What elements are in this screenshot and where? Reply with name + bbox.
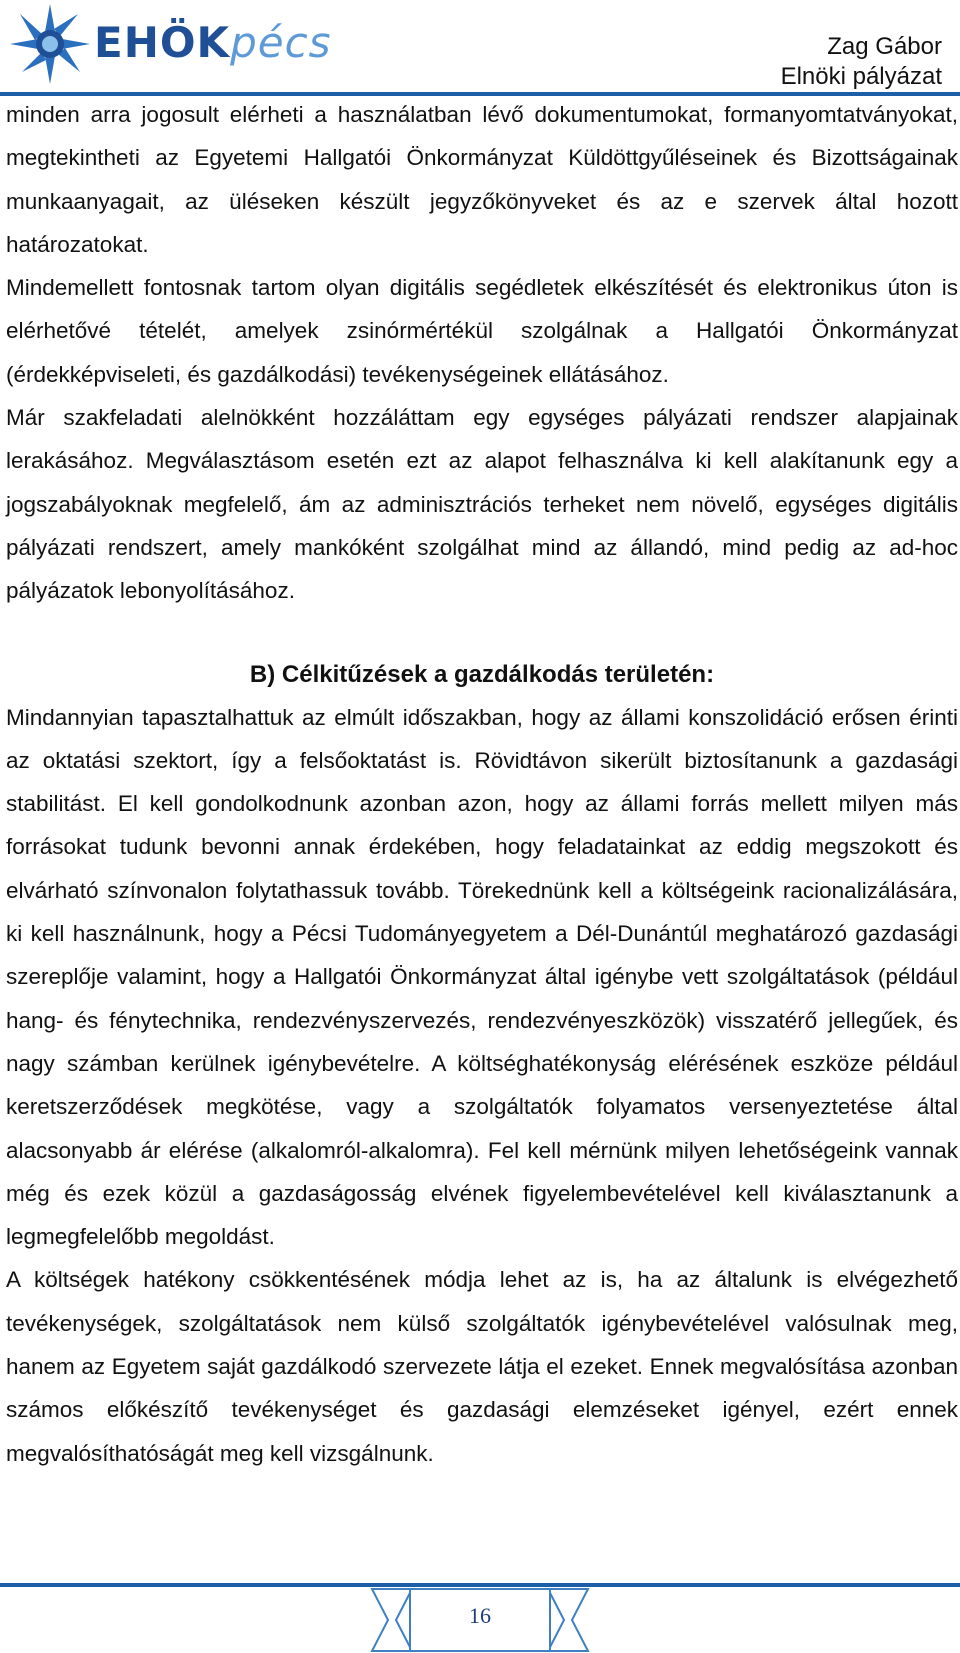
spacer [6, 613, 958, 653]
document-title: Elnöki pályázat [780, 63, 942, 90]
logo-text-ehok: EHÖK [94, 18, 231, 67]
paragraph-3: Már szakfeladati alelnökként hozzáláttam egy egységes pályázati rendszer alapjainak lerakásához. Megválasztásom esetén ezt az alapot felhasználva ki kell alakítanunk egy a jogszabályoknak megfelelő, ám az adminisztrációs terheket nem növelő, egységes digitális pályázati rendszert, amely mankóként szolgálhat mind az állandó, mind pedig az ad-hoc pályázatok lebonyolításához. [6, 405, 958, 604]
page-number: 16 [469, 1603, 491, 1628]
paragraph-5: A költségek hatékony csökkentésének módja lehet az is, ha az általunk is elvégezhető tevékenységek, szolgáltatások nem külső szolgáltatók igénybevételével valósulnak meg, hanem az Egyetem saját gazdálkodó szervezete látja el ezeket. Ennek megvalósítása azonban számos előkészítő tevékenységet és gazdasági elemzéseket igényel, ezért ennek megvalósíthatóságát meg kell vizsgálnunk. [6, 1267, 958, 1466]
paragraph-2: Mindemellett fontosnak tartom olyan digitális segédletek elkészítését és elektronikus úton is elérhetővé tételét, amelyek zsinórmértékül szolgálnak a Hallgatói Önkormányzat (érdekképviseleti, és gazdálkodási) tevékenységeinek ellátásához. [6, 275, 958, 387]
page-header [0, 0, 960, 96]
page-content [6, 93, 958, 1475]
logo-text [94, 18, 332, 67]
paragraph-4: Mindannyian tapasztalhattuk az elmúlt időszakban, hogy az állami konszolidáció erősen érinti az oktatási szektort, így a felsőoktatást is. Rövidtávon sikerült biztosítanunk a gazdasági stabilitást. El kell gondolkodnunk azonban azon, hogy az állami forrás mellett milyen más forrásokat tudunk bevonni annak érdekében, hogy feladatainkat az eddig megszokott és elvárható színvonalon folytathassuk tovább. Törekednünk kell a költségeink racionalizálására, ki kell használnunk, hogy a Pécsi Tudományegyetem a Dél-Dunántúl meghatározó gazdasági szereplője valamint, hogy a Hallgatói Önkormányzat által igénybe vett szolgáltatások (például hang- és fénytechnika, rendezvényszervezés, rendezvényeszközök) visszatérő jellegűek, és nagy számban kerülnek igénybevételre. A költséghatékonyság elérésének eszköze például keretszerződések megkötése, vagy a szolgáltatók folyamatos versenyeztetése által alacsonyabb ár elérése (alkalomról-alkalomra). Fel kell mérnünk milyen lehetőségeink vannak még és ezek közül a gazdaságosság elvének figyelembevételével kell kiválasztanunk a legmegfelelőbb megoldást. [6, 704, 958, 1250]
paragraph-1: minden arra jogosult elérheti a használatban lévő dokumentumokat, formanyomtatványokat, megtekintheti az Egyetemi Hallgatói Önkormányzat Küldöttgyűléseinek és Bizottságainak munkaanyagait, az üléseken készült jegyzőkönyveket és az e szervek által hozott határozatokat. [6, 102, 958, 257]
page-number-box [370, 1587, 590, 1653]
section-heading: B) Célkitűzések a gazdálkodás területén: [249, 660, 715, 688]
author-name: Zag Gábor [827, 33, 942, 60]
ehok-pecs-logo [8, 6, 332, 84]
header-right [781, 32, 942, 92]
sun-icon [8, 2, 92, 86]
logo-text-pecs: pécs [230, 18, 332, 67]
